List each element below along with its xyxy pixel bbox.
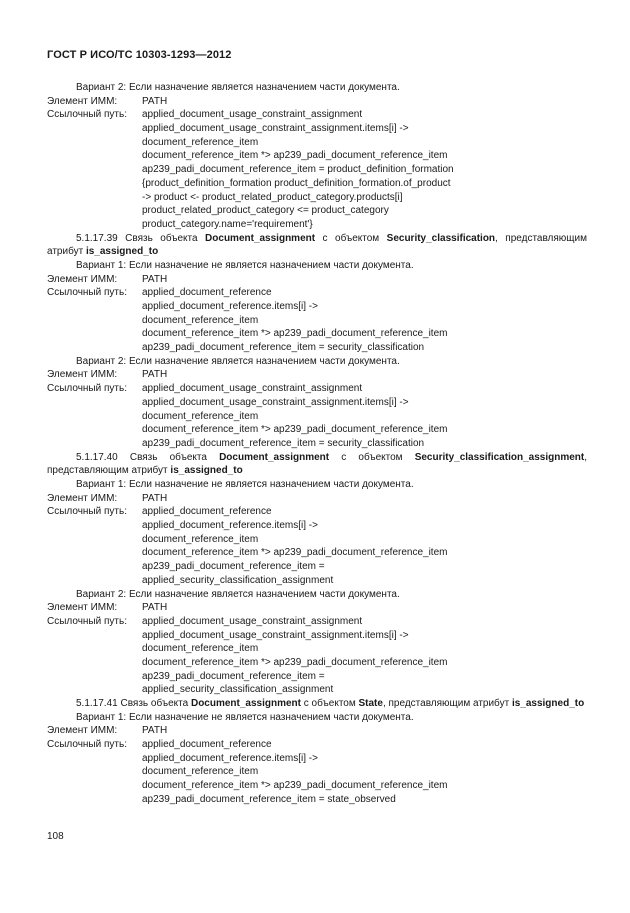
path-line: product_related_product_category <= product_category <box>142 205 389 217</box>
path-line: document_reference_item <box>142 410 259 422</box>
path-line: Ссылочный путь: applied_document_reference <box>47 287 272 299</box>
element-line <box>47 95 587 109</box>
path-line: ap239_padi_document_reference_item = state_observed <box>142 793 396 805</box>
path-line: Ссылочный путь: applied_document_usage_constraint_assignment <box>47 615 363 627</box>
element-line: Элемент ИММ: PATH <box>47 602 168 614</box>
variant-line: Вариант 2: Если назначение является назначением части документа. <box>76 588 400 600</box>
element-line: Элемент ИММ: PATH <box>47 725 168 737</box>
path-line: document_reference_item <box>142 314 259 326</box>
path-line: Ссылочный путь: applied_document_reference <box>47 739 272 751</box>
element-label: Элемент ИММ: <box>47 95 118 107</box>
path-line: ap239_padi_document_reference_item = security_classification <box>142 437 425 449</box>
element-line: Элемент ИММ: PATH <box>47 369 168 381</box>
section-heading-39: 5.1.17.39 Связь объекта Document_assignment с объектом Security_classification, представляющим атрибут is_assigned_to <box>47 232 587 258</box>
variant-line: Вариант 1: Если назначение не является назначением части документа. <box>76 479 414 490</box>
variant-line: Вариант 1: Если назначение не является назначением части документа. <box>76 711 414 723</box>
path-line: ap239_padi_document_reference_item = security_classification <box>142 342 425 354</box>
path-line: ap239_padi_document_reference_item = <box>142 670 325 682</box>
path-line: -> product <- product_related_product_category.products[i] <box>142 191 403 203</box>
element-value: PATH <box>142 95 168 107</box>
path-line: applied_security_classification_assignment <box>142 684 334 696</box>
path-line: ap239_padi_document_reference_item = <box>142 561 325 573</box>
document-body <box>47 81 587 807</box>
section-heading-40: 5.1.17.40 Связь объекта Document_assignment с объектом Security_classification_assignment, представляющим атрибут is_assigned_to <box>47 451 587 477</box>
variant-line: Вариант 2: Если назначение является назначением части документа. <box>76 82 400 93</box>
path-line: document_reference_item *> ap239_padi_document_reference_item <box>142 780 448 792</box>
path-line: Ссылочный путь: applied_document_usage_constraint_assignment <box>47 109 363 121</box>
path-line: ap239_padi_document_reference_item = product_definition_formation <box>142 164 454 176</box>
path-line: applied_document_usage_constraint_assignment.items[i] -> <box>142 396 409 408</box>
path-line: applied_security_classification_assignment <box>142 574 334 586</box>
path-line: applied_document_usage_constraint_assignment.items[i] -> <box>142 629 409 641</box>
path-line: applied_document_usage_constraint_assignment.items[i] -> <box>142 123 409 135</box>
path-line: applied_document_reference.items[i] -> <box>142 301 318 313</box>
page-number: 108 <box>47 831 64 842</box>
path-line: document_reference_item <box>142 136 259 148</box>
path-line: document_reference_item <box>142 533 259 545</box>
section-heading-41: 5.1.17.41 Связь объекта Document_assignment с объектом State, представляющим атрибут is_assigned_to <box>76 698 585 709</box>
path-line: Ссылочный путь: applied_document_reference <box>47 506 272 518</box>
variant-line: Вариант 1: Если назначение не является назначением части документа. <box>76 259 414 271</box>
path-line: document_reference_item *> ap239_padi_document_reference_item <box>142 150 448 162</box>
path-line: applied_document_reference.items[i] -> <box>142 520 318 532</box>
path-line: {product_definition_formation product_definition_formation.of_product <box>142 177 451 189</box>
variant-line: Вариант 2: Если назначение является назначением части документа. <box>76 355 400 367</box>
path-line: document_reference_item *> ap239_padi_document_reference_item <box>142 328 448 340</box>
path-line: document_reference_item *> ap239_padi_document_reference_item <box>142 547 448 559</box>
path-line: Ссылочный путь: applied_document_usage_constraint_assignment <box>47 383 363 395</box>
path-label: Ссылочный путь: <box>47 109 127 121</box>
path-line: product_category.name='requirement'} <box>142 218 313 230</box>
path-line: applied_document_reference.items[i] -> <box>142 752 318 764</box>
path-line: document_reference_item <box>142 643 259 655</box>
element-line: Элемент ИММ: PATH <box>47 492 168 504</box>
path-line: document_reference_item *> ap239_padi_document_reference_item <box>142 424 448 436</box>
element-line: Элемент ИММ: PATH <box>47 273 168 285</box>
path-line: document_reference_item *> ap239_padi_document_reference_item <box>142 656 448 668</box>
page-header: ГОСТ Р ИСО/ТС 10303-1293—2012 <box>47 49 232 61</box>
path-line: document_reference_item <box>142 766 259 778</box>
